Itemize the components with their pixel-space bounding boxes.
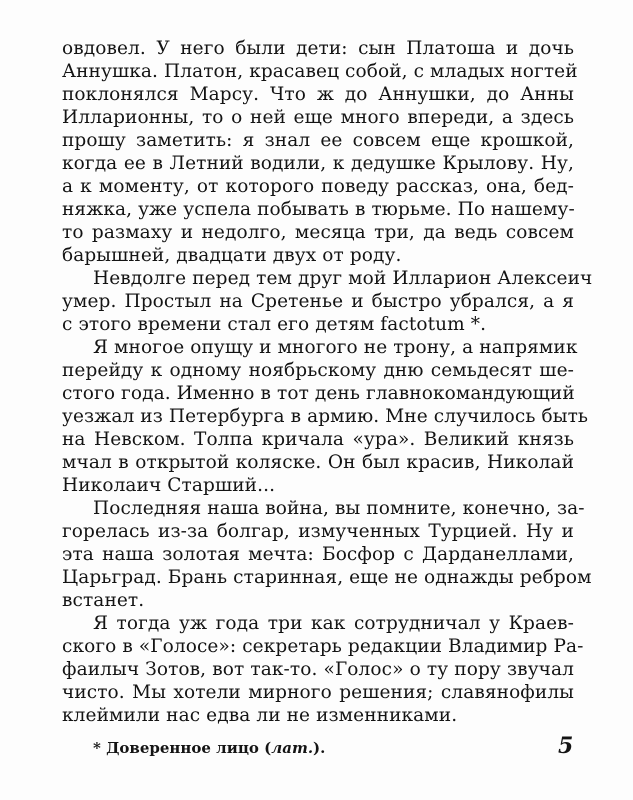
text-line: клеймили нас едва ли не изменниками. [62,705,458,726]
text-line: чисто. Мы хотели мирного решения; славянофилы [62,682,574,703]
text-line: уезжал из Петербурга в армию. Мне случилось быть [62,406,589,427]
footnote [93,738,325,758]
text-line: то размаху и недолго, месяца три, да ведь совсем [62,222,574,243]
text-line: Царьград. Брань старинная, еще не однажды ребром [62,567,592,588]
text-line: фаилыч Зотов, вот так-то. «Голос» о ту пору звучал [62,659,574,680]
text-line: поклонялся Марсу. Что ж до Аннушки, до Анны [62,84,574,105]
text-line: с этого времени стал его детям factotum *. [62,314,487,335]
text-line: Я тогда уж года три как сотрудничал у Краев- [93,613,574,634]
text-line: когда ее в Летний водили, к дедушке Крылову. Ну, [62,153,574,174]
text-line: а к моменту, от которого поведу рассказ, она, бед- [62,176,574,197]
text-line: Я многое опущу и многого не трону, а напрямик [93,337,578,358]
text-line: умер. Простыл на Сретенье и быстро убрался, а я [62,291,574,312]
footnote-text: * Доверенное лицо ( [93,739,272,757]
text-line: ского в «Голосе»: секретарь редакции Владимир Ра- [62,636,584,657]
text-line: мчал в открытой коляске. Он был красив, Николай [62,452,574,473]
text-line: горелась из-за болгар, измученных Турцией. Ну и [62,521,574,542]
text-line: на Невском. Толпа кричала «ура». Великий князь [62,429,574,450]
text-line: барышней, двадцати двух от роду. [62,245,402,266]
text-line: Аннушка. Платон, красавец собой, с младых ногтей [62,61,578,82]
footnote-abbreviation: лат. [271,739,314,757]
text-line: Илларионны, то о ней еще много впереди, а здесь [62,107,574,128]
text-line: встанет. [62,590,145,611]
text-line: овдовел. У него были дети: сын Платоша и дочь [62,38,574,59]
text-line: перейду к одному ноябрьскому дню семьдесят ше- [62,360,574,381]
text-line: Невдолге перед тем друг мой Илларион Алексеич [93,268,593,289]
text-line: Последняя наша война, вы помните, конечно, за- [93,498,585,519]
text-line: стого года. Именно в тот день главнокомандующий [62,383,575,404]
text-line: няжка, уже успела побывать в тюрьме. По нашему- [62,199,575,220]
text-line: эта наша золотая мечта: Босфор с Дарданеллами, [62,544,574,565]
footnote-close: ). [313,739,326,757]
page-number: 5 [558,733,574,759]
text-line: Николаич Старший... [62,475,276,496]
text-line: прошу заметить: я знал ее совсем еще крошкой, [62,130,574,151]
